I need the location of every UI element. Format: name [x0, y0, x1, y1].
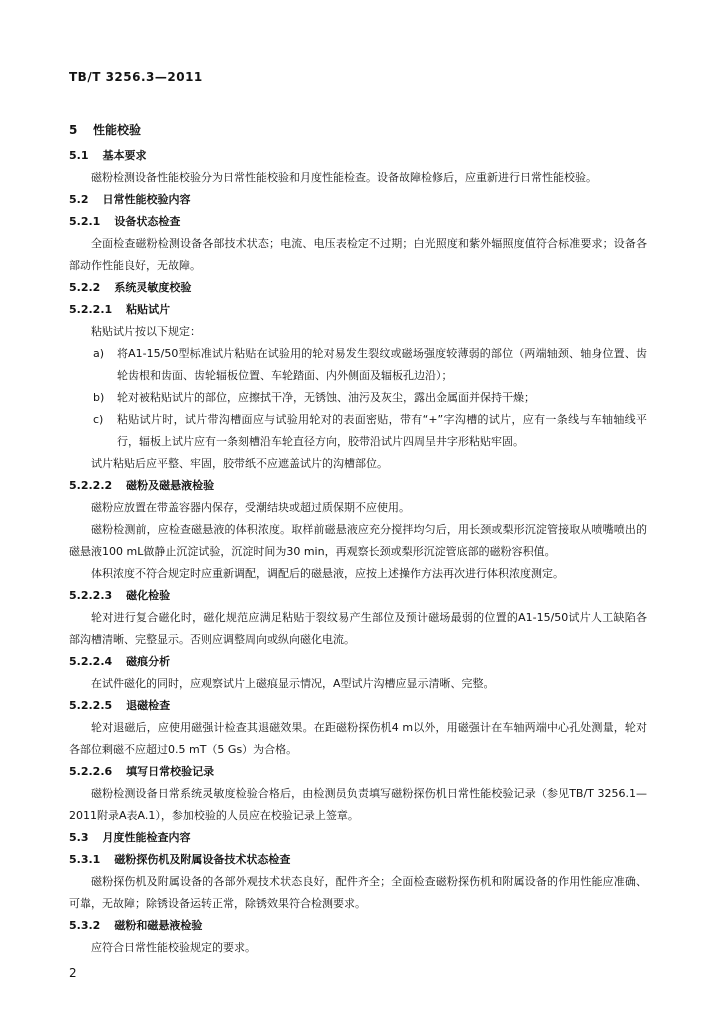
list-marker: c) [93, 413, 104, 426]
paragraph: 全面检查磁粉检测设备各部技术状态；电流、电压表检定不过期；白光照度和紫外辐照度值符合标准要求；设备各部动作性能良好，无故障。 [69, 237, 647, 272]
clause-title: 磁粉探伤机及附属设备技术状态检查 [114, 853, 291, 866]
clause-number: 5.3.2 [69, 919, 101, 932]
section-heading [69, 121, 141, 138]
clause-number: 5.2.2.2 [69, 479, 113, 492]
clause-title: 系统灵敏度校验 [114, 281, 192, 294]
section-title: 性能校验 [93, 123, 142, 137]
paragraph: 磁粉检测前，应检查磁悬液的体积浓度。取样前磁悬液应充分搅拌均匀后，用长颈或梨形沉淀管接取从喷嘴喷出的磁悬液100 mL做静止沉淀试验，沉淀时间为30 min，再观察长颈或梨形沉淀管底部的磁粉容积值。 [69, 523, 647, 558]
clause-heading [69, 761, 647, 783]
clause-heading [69, 299, 647, 321]
list-item [69, 409, 647, 453]
clause-number: 5.2.2.4 [69, 655, 113, 668]
list-item [69, 387, 647, 409]
clause-number: 5.2 [69, 193, 89, 206]
paragraph: 体积浓度不符合规定时应重新调配，调配后的磁悬液，应按上述操作方法再次进行体积浓度测定。 [91, 567, 564, 580]
clause-number: 5.2.2.1 [69, 303, 113, 316]
clause-number: 5.2.1 [69, 215, 101, 228]
clause-title: 磁痕分析 [126, 655, 171, 668]
clause-heading [69, 915, 647, 937]
clause-heading [69, 849, 647, 871]
list-marker: a) [93, 347, 105, 360]
paragraph: 粘贴试片按以下规定： [91, 325, 201, 338]
clause-number: 5.2.2.6 [69, 765, 113, 778]
clause-title: 磁粉和磁悬液检验 [114, 919, 203, 932]
clause-heading [69, 211, 647, 233]
clause-number: 5.2.2.5 [69, 699, 113, 712]
clause-heading [69, 145, 647, 167]
list-item-text: 轮对被粘贴试片的部位，应擦拭干净，无锈蚀、油污及灰尘，露出金属面并保持干燥； [117, 391, 535, 404]
paragraph: 应符合日常性能校验规定的要求。 [91, 941, 256, 954]
paragraph: 轮对退磁后，应使用磁强计检查其退磁效果。在距磁粉探伤机4 m以外，用磁强计在车轴两端中心孔处测量，轮对各部位剩磁不应超过0.5 mT（5 Gs）为合格。 [69, 721, 647, 756]
clause-number: 5.3 [69, 831, 89, 844]
clause-title: 磁粉及磁悬液检验 [126, 479, 215, 492]
document-body [69, 145, 647, 959]
clause-title: 月度性能检查内容 [102, 831, 191, 844]
paragraph: 在试件磁化的同时，应观察试片上磁痕显示情况，A型试片沟槽应显示清晰、完整。 [91, 677, 495, 690]
paragraph: 磁粉应放置在带盖容器内保存，受潮结块或超过质保期不应使用。 [91, 501, 410, 514]
clause-heading [69, 189, 647, 211]
clause-heading [69, 827, 647, 849]
paragraph: 磁粉检测设备日常系统灵敏度检验合格后，由检测员负责填写磁粉探伤机日常性能校验记录（参见TB/T 3256.1—2011附录A表A.1），参加校验的人员应在校验记录上签章。 [69, 787, 647, 822]
clause-title: 磁化检验 [126, 589, 171, 602]
clause-heading [69, 585, 647, 607]
clause-heading [69, 651, 647, 673]
page-number: 2 [69, 966, 77, 980]
list-item-text: 将A1-15/50型标准试片粘贴在试验用的轮对易发生裂纹或磁场强度较薄弱的部位（两端轴颈、轴身位置、齿轮齿根和齿面、齿轮辐板位置、车轮踏面、内外侧面及辐板孔边沿）； [117, 347, 647, 382]
list-item-text: 粘贴试片时，试片带沟槽面应与试验用轮对的表面密贴，带有“+”字沟槽的试片，应有一条线与车轴轴线平行，辐板上试片应有一条刻槽沿车轮直径方向，胶带沿试片四周呈井字形粘贴牢固。 [117, 413, 647, 448]
clause-heading [69, 695, 647, 717]
clause-title: 基本要求 [102, 149, 147, 162]
clause-number: 5.1 [69, 149, 89, 162]
clause-title: 日常性能校验内容 [102, 193, 191, 206]
clause-title: 设备状态检查 [114, 215, 181, 228]
list-marker: b) [93, 391, 105, 404]
clause-title: 粘贴试片 [126, 303, 171, 316]
clause-number: 5.2.2.3 [69, 589, 113, 602]
clause-number: 5.2.2 [69, 281, 101, 294]
clause-title: 退磁检查 [126, 699, 171, 712]
standard-number: TB/T 3256.3—2011 [69, 70, 203, 84]
section-number: 5 [69, 123, 78, 137]
paragraph: 试片粘贴后应平整、牢固，胶带纸不应遮盖试片的沟槽部位。 [91, 457, 388, 470]
paragraph: 磁粉检测设备性能校验分为日常性能校验和月度性能检查。设备故障检修后，应重新进行日常性能校验。 [91, 171, 597, 184]
list-item [69, 343, 647, 387]
clause-heading [69, 277, 647, 299]
clause-heading [69, 475, 647, 497]
clause-title: 填写日常校验记录 [126, 765, 215, 778]
clause-number: 5.3.1 [69, 853, 101, 866]
paragraph: 磁粉探伤机及附属设备的各部外观技术状态良好，配件齐全；全面检查磁粉探伤机和附属设备的作用性能应准确、可靠，无故障；除锈设备运转正常，除锈效果符合检测要求。 [69, 875, 647, 910]
paragraph: 轮对进行复合磁化时，磁化规范应满足粘贴于裂纹易产生部位及预计磁场最弱的位置的A1-15/50试片人工缺陷各部沟槽清晰、完整显示。否则应调整周向或纵向磁化电流。 [69, 611, 647, 646]
